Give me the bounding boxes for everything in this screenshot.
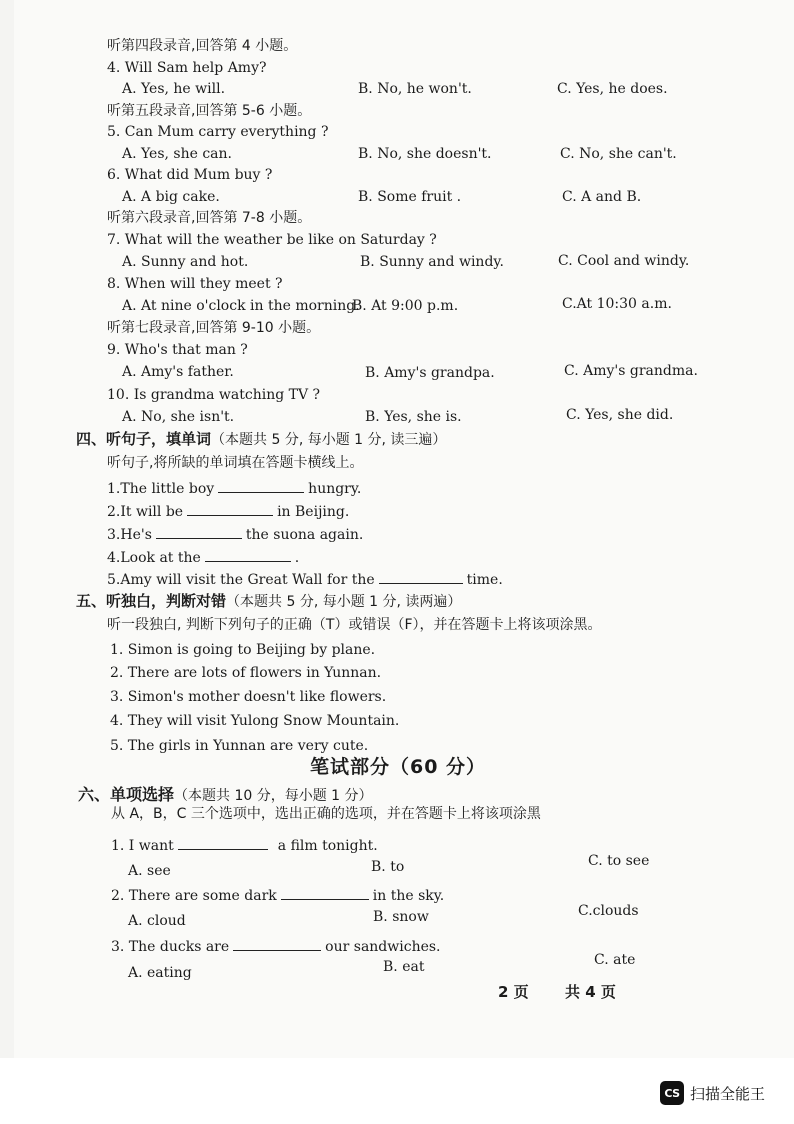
choice-question-3-before: 3. The ducks are	[111, 939, 230, 955]
statement-4: 4. They will visit Yulong Snow Mountain.	[110, 713, 400, 729]
instruction-part6: 听第六段录音,回答第 7-8 小题。	[107, 210, 312, 226]
choice-question-3	[111, 936, 441, 956]
section4-instruction: 听句子,将所缺的单词填在答题卡横线上。	[107, 455, 364, 471]
statement-1: 1. Simon is going to Beijing by plane.	[110, 642, 376, 658]
section6-instruction: 从 A，B，C 三个选项中，选出正确的选项，并在答题卡上将该项涂黑	[111, 806, 541, 822]
choice-question-3-after: our sandwiches.	[325, 939, 441, 955]
answer-blank	[205, 547, 291, 562]
page-number: 2 页	[498, 983, 529, 1001]
instruction-part4: 听第四段录音,回答第 4 小题。	[107, 38, 298, 54]
answer-blank	[178, 835, 268, 850]
choice-option-2c: C.clouds	[578, 903, 639, 919]
statement-2: 2. There are lots of flowers in Yunnan.	[110, 665, 382, 681]
option-8b: B. At 9:00 p.m.	[352, 298, 459, 314]
option-10a: A. No, she isn't.	[122, 409, 235, 425]
option-8c: C.At 10:30 a.m.	[562, 296, 672, 312]
question-5: 5. Can Mum carry everything ?	[107, 124, 329, 140]
fill-item-5	[107, 569, 503, 589]
option-5c: C. No, she can't.	[560, 146, 677, 162]
choice-option-3b: B. eat	[383, 959, 425, 975]
answer-blank	[187, 501, 273, 516]
question-10: 10. Is grandma watching TV ?	[107, 387, 321, 403]
answer-blank	[233, 936, 321, 951]
option-4b: B. No, he won't.	[358, 81, 472, 97]
answer-blank	[218, 478, 304, 493]
instruction-part7: 听第七段录音,回答第 9-10 小题。	[107, 320, 321, 336]
section6-note: （本题共 10 分，每小题 1 分）	[174, 788, 373, 804]
choice-question-1-before: 1. I want	[111, 838, 174, 854]
choice-option-2a: A. cloud	[128, 913, 186, 929]
answer-blank	[281, 885, 369, 900]
option-6b: B. Some fruit .	[358, 189, 462, 205]
choice-question-1	[111, 835, 378, 855]
option-6a: A. A big cake.	[122, 189, 220, 205]
statement-5: 5. The girls in Yunnan are very cute.	[110, 738, 369, 754]
choice-option-1b: B. to	[371, 859, 405, 875]
fill-item-1-after: hungry.	[308, 481, 362, 497]
section5-heading	[76, 592, 461, 611]
fill-item-2-after: in Beijing.	[277, 504, 350, 520]
option-10c: C. Yes, she did.	[566, 407, 674, 423]
instruction-part5: 听第五段录音,回答第 5-6 小题。	[107, 103, 312, 119]
fill-item-3-before: 3.He's	[107, 527, 152, 543]
fill-item-3-after: the suona again.	[245, 527, 364, 543]
section5-note: （本题共 5 分, 每小题 1 分, 读两遍）	[226, 594, 462, 610]
fill-item-2-before: 2.It will be	[107, 504, 184, 520]
question-9: 9. Who's that man ?	[107, 342, 248, 358]
question-6: 6. What did Mum buy ?	[107, 167, 273, 183]
option-5a: A. Yes, she can.	[122, 146, 232, 162]
section4-heading	[76, 430, 446, 449]
choice-option-3a: A. eating	[128, 965, 192, 981]
question-7: 7. What will the weather be like on Saturday ?	[107, 232, 437, 248]
option-4c: C. Yes, he does.	[557, 81, 668, 97]
choice-option-2b: B. snow	[373, 909, 429, 925]
option-7a: A. Sunny and hot.	[122, 254, 249, 270]
option-6c: C. A and B.	[562, 189, 642, 205]
section4-note: （本题共 5 分, 每小题 1 分, 读三遍）	[211, 432, 447, 448]
choice-question-2-before: 2. There are some dark	[111, 888, 277, 904]
option-9b: B. Amy's grandpa.	[365, 365, 495, 381]
option-7b: B. Sunny and windy.	[360, 254, 504, 270]
question-8: 8. When will they meet ?	[107, 276, 283, 292]
option-5b: B. No, she doesn't.	[358, 146, 492, 162]
choice-question-2-after: in the sky.	[372, 888, 445, 904]
section5-title: 五、听独白，判断对错	[76, 592, 227, 610]
fill-item-4-after: .	[294, 550, 300, 566]
section6-heading	[78, 786, 373, 805]
camscanner-icon: CS	[660, 1081, 684, 1105]
fill-item-1	[107, 478, 361, 498]
scanner-watermark	[660, 1081, 765, 1105]
fill-item-3	[107, 524, 363, 544]
statement-3: 3. Simon's mother doesn't like flowers.	[110, 689, 387, 705]
fill-item-4-before: 4.Look at the	[107, 550, 201, 566]
choice-option-1a: A. see	[128, 863, 171, 879]
option-9a: A. Amy's father.	[122, 364, 234, 380]
fill-item-4	[107, 547, 299, 567]
option-9c: C. Amy's grandma.	[564, 363, 698, 379]
fill-item-5-before: 5.Amy will visit the Great Wall for the	[107, 572, 375, 588]
choice-question-2	[111, 885, 444, 905]
fill-item-5-after: time.	[466, 572, 503, 588]
question-4: 4. Will Sam help Amy?	[107, 60, 267, 76]
fill-item-2	[107, 501, 349, 521]
option-4a: A. Yes, he will.	[122, 81, 226, 97]
option-7c: C. Cool and windy.	[558, 253, 690, 269]
watermark-text: 扫描全能王	[690, 1084, 766, 1103]
section5-instruction: 听一段独白, 判断下列句子的正确（T）或错误（F），并在答题卡上将该项涂黑。	[107, 617, 602, 633]
section6-title: 六、单项选择	[78, 785, 175, 804]
written-part-title: 笔试部分（60 分）	[310, 756, 487, 778]
choice-option-3c: C. ate	[594, 952, 636, 968]
choice-option-1c: C. to see	[588, 853, 650, 869]
section4-title: 四、听句子，填单词	[76, 430, 212, 448]
choice-question-1-after: a film tonight.	[277, 838, 378, 854]
option-8a: A. At nine o'clock in the morning.	[122, 298, 360, 314]
answer-blank	[156, 524, 242, 539]
page-total: 共 4 页	[565, 983, 616, 1001]
fill-item-1-before: 1.The little boy	[107, 481, 215, 497]
answer-blank	[379, 569, 463, 584]
option-10b: B. Yes, she is.	[365, 409, 462, 425]
